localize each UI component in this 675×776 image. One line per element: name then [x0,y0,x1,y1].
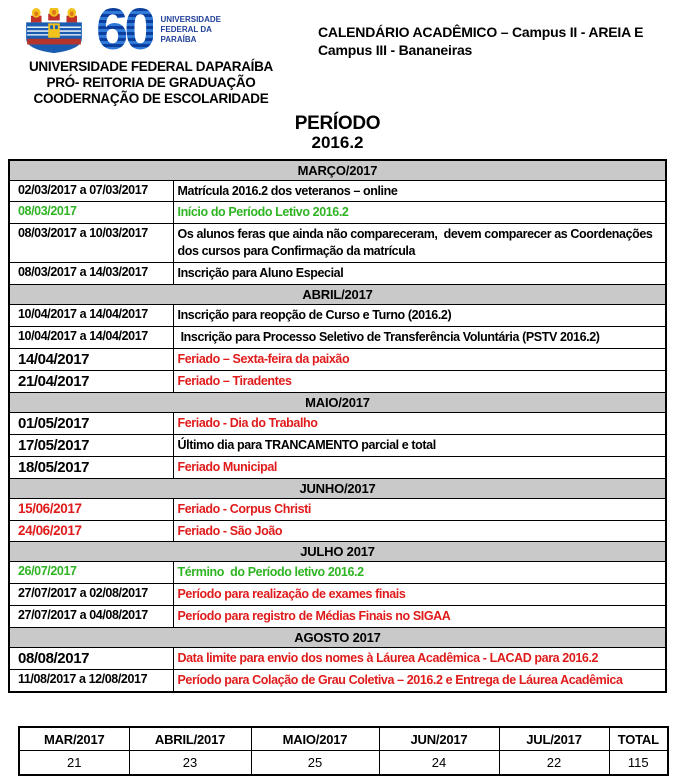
month-header-row [9,160,666,181]
event-description: Inscrição para reopção de Curso e Turno (2016.2) [173,304,666,326]
event-description: Período para Colação de Grau Coletiva – 2016.2 e Entrega de Láurea Acadêmica [173,670,666,692]
org-line-coordination: COODERNAÇÃO DE ESCOLARIDADE [33,90,269,106]
summary-day-count: 22 [499,751,609,775]
document-header [0,0,675,107]
event-date: 08/03/2017 a 10/03/2017 [9,224,173,263]
period-heading [0,114,675,152]
event-date: 10/04/2017 a 14/04/2017 [9,304,173,326]
ufpb-crest-icon [22,8,86,56]
event-description: Término do Período letivo 2016.2 [173,562,666,584]
calendar-event-row [9,180,666,202]
org-line-university: UNIVERSIDADE FEDERAL DAPARAÍBA [28,59,274,74]
logo60-caption-line: PARAÍBA [160,35,197,44]
summary-values-row [19,751,668,775]
ufpb-60-years-logo [96,0,221,62]
event-description: Início do Período Letivo 2016.2 [173,202,666,224]
calendar-title-line1: CALENDÁRIO ACADÊMICO – Campus II - AREIA E [318,24,644,40]
calendar-event-row [9,584,666,606]
month-header-row [9,478,666,498]
summary-month-header: TOTAL [609,727,668,751]
event-description: Inscrição para Processo Seletivo de Transferência Voluntária (PSTV 2016.2) [173,326,666,348]
sixty-number: 60 [96,0,153,62]
event-description: Feriado - Dia do Trabalho [173,412,666,434]
period-value: 2016.2 [311,132,364,152]
calendar-event-row [9,263,666,285]
calendar-event-row [9,202,666,224]
logos [22,0,302,62]
month-header-row [9,628,666,648]
summary-month-header: JUL/2017 [499,727,609,751]
event-date: 01/05/2017 [9,412,173,434]
calendar-event-row [9,326,666,348]
calendar-event-row [9,670,666,692]
event-date: 27/07/2017 a 02/08/2017 [9,584,173,606]
event-date: 21/04/2017 [9,370,173,392]
event-description: Feriado Municipal [173,456,666,478]
month-header-row [9,284,666,304]
month-header-row [9,542,666,562]
event-description: Feriado – Sexta-feira da paixão [173,348,666,370]
logo60-caption [161,15,221,45]
logo60-caption-line: UNIVERSIDADE [160,15,221,24]
organization-lines [0,59,302,107]
summary-day-count: 24 [379,751,499,775]
month-header: JUNHO/2017 [9,478,666,498]
event-description: Período para realização de exames finais [173,584,666,606]
event-date: 14/04/2017 [9,348,173,370]
month-header: JULHO 2017 [9,542,666,562]
event-date: 08/08/2017 [9,648,173,670]
event-date: 17/05/2017 [9,434,173,456]
calendar-event-row [9,498,666,520]
calendar-event-row [9,370,666,392]
calendar-title [302,5,675,107]
event-description: Matrícula 2016.2 dos veteranos – online [173,180,666,202]
logo60-caption-line: FEDERAL DA [160,25,212,34]
event-date: 10/04/2017 a 14/04/2017 [9,326,173,348]
summary-header-row [19,727,668,751]
event-date: 08/03/2017 a 14/03/2017 [9,263,173,285]
event-date: 08/03/2017 [9,202,173,224]
calendar-event-row [9,520,666,542]
month-header: ABRIL/2017 [9,284,666,304]
institution-block [0,0,302,107]
month-header: MARÇO/2017 [9,160,666,181]
event-date: 02/03/2017 a 07/03/2017 [9,180,173,202]
event-description: Feriado - São João [173,520,666,542]
event-description: Período para registro de Médias Finais no SIGAA [173,606,666,628]
event-date: 18/05/2017 [9,456,173,478]
event-date: 27/07/2017 a 04/08/2017 [9,606,173,628]
calendar-event-row [9,304,666,326]
event-description: Inscrição para Aluno Especial [173,263,666,285]
summary-month-header: MAR/2017 [19,727,129,751]
summary-day-count: 25 [251,751,379,775]
calendar-event-row [9,606,666,628]
summary-month-header: JUN/2017 [379,727,499,751]
calendar-event-row [9,412,666,434]
org-line-prorectorate: PRÓ- REITORIA DE GRADUAÇÃO [46,74,256,90]
calendar-event-row [9,456,666,478]
calendar-event-row [9,434,666,456]
class-days-summary-table [18,726,669,776]
calendar-event-row [9,648,666,670]
event-description: Feriado – Tiradentes [173,370,666,392]
academic-calendar-body [9,160,666,692]
event-description: Os alunos feras que ainda não compareceram, devem comparecer as Coordenações dos cursos para Confirmação da matrícula [173,224,666,263]
summary-month-header: ABRIL/2017 [129,727,251,751]
event-date: 15/06/2017 [9,498,173,520]
month-header: AGOSTO 2017 [9,628,666,648]
month-header: MAIO/2017 [9,392,666,412]
event-description: Data limite para envio dos nomes à Láurea Acadêmica - LACAD para 2016.2 [173,648,666,670]
event-date: 24/06/2017 [9,520,173,542]
academic-calendar-table [8,159,667,693]
summary-day-count: 21 [19,751,129,775]
summary-month-header: MAIO/2017 [251,727,379,751]
summary-day-count: 23 [129,751,251,775]
calendar-event-row [9,348,666,370]
month-header-row [9,392,666,412]
calendar-event-row [9,562,666,584]
event-description: Último dia para TRANCAMENTO parcial e total [173,434,666,456]
calendar-event-row [9,224,666,263]
calendar-title-line2: Campus III - Bananeiras [318,41,473,58]
summary-day-count: 115 [609,751,668,775]
event-date: 11/08/2017 a 12/08/2017 [9,670,173,692]
event-description: Feriado - Corpus Christi [173,498,666,520]
period-label: PERÍODO [294,112,381,134]
event-date: 26/07/2017 [9,562,173,584]
